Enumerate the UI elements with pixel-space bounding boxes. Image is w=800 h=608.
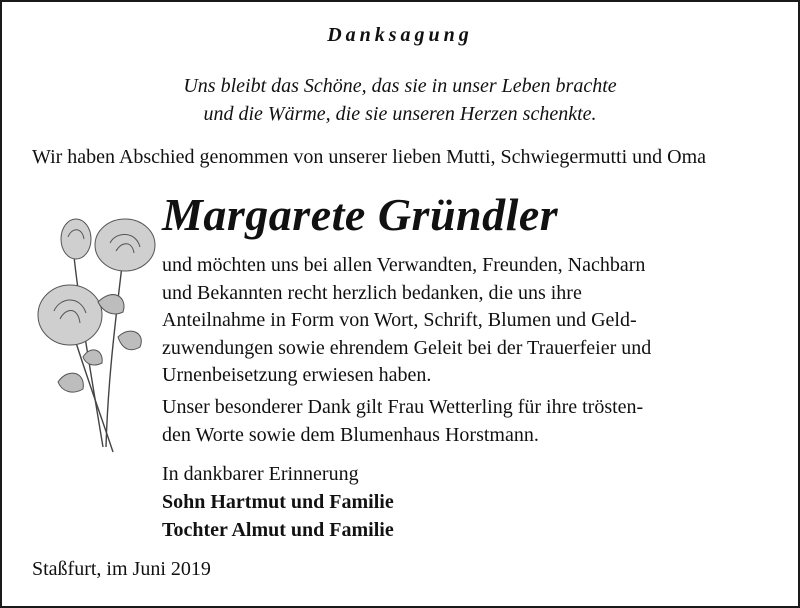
place-and-date: Staßfurt, im Juni 2019 <box>32 558 211 580</box>
special-thanks-text <box>162 394 772 449</box>
family-signature: Tochter Almut und Familie <box>162 519 394 541</box>
closing-greeting: In dankbarer Erinnerung <box>162 463 359 485</box>
notice-heading: Danksagung <box>327 24 473 46</box>
motto-line: und die Wärme, die sie unseren Herzen schenkte. <box>203 103 597 125</box>
text-line: und möchten uns bei allen Verwandten, Freunden, Nachbarn <box>162 254 646 276</box>
acknowledgement-text <box>162 252 772 390</box>
text-line: Anteilnahme in Form von Wort, Schrift, Blumen und Geld- <box>162 309 637 331</box>
text-line: den Worte sowie dem Blumenhaus Horstmann. <box>162 423 539 446</box>
motto-verse <box>2 72 798 128</box>
text-line: zuwendungen sowie ehrendem Geleit bei der Trauerfeier und <box>162 336 652 359</box>
text-line: Unser besonderer Dank gilt Frau Wetterling für ihre trösten- <box>162 396 644 418</box>
closing-block <box>162 460 394 544</box>
intro-text: Wir haben Abschied genommen von unserer lieben Mutti, Schwiegermutti und Oma <box>32 146 707 168</box>
text-line: Urnenbeisetzung erwiesen haben. <box>162 364 432 386</box>
motto-line: Uns bleibt das Schöne, das sie in unser Leben brachte <box>183 75 617 97</box>
family-signature: Sohn Hartmut und Familie <box>162 491 394 513</box>
deceased-name: Margarete Gründler <box>162 189 559 240</box>
text-line: und Bekannten recht herzlich bedanken, die uns ihre <box>162 281 582 304</box>
roses-icon <box>28 207 163 457</box>
